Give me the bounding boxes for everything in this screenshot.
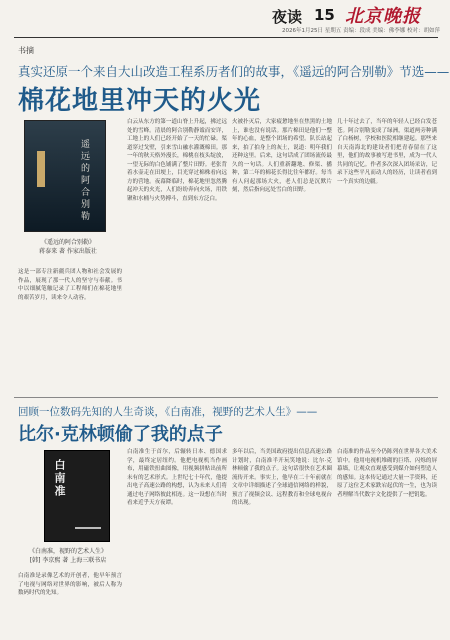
book-cover-image — [24, 120, 106, 232]
article2-column-2: 白南准生于首尔，后辗转日本、德国求学，最终定居纽约。他把电视机当作画布，用磁铁扭曲图像，用视频拼贴出前所未有的艺术形式。上世纪七十年代，他提出电子高速公路的构想，认为未来人们将通过电子网络彼此相连。这一设想在当时看来近乎天方夜谭。 — [127, 449, 227, 507]
article2-intro: 白南准是录像艺术的开创者，他早年预言了电视与网络对世界的影响，被后人称为数码时代的先知。 — [18, 573, 122, 597]
book-cover-title: 遥远的阿合别勒 — [79, 139, 89, 223]
section-name: 夜读 — [272, 8, 303, 26]
newspaper-logo: 北京晚报 — [345, 6, 421, 27]
article1-column-4: 几十年过去了，当年的年轻人已经白发苍苍。阿合别勒变成了绿洲，渠道两旁种满了白杨树，学校和医院相继建起。那些来自天南海北的建设者们把青春留在了这里，他们的故事被写进书里，成为一代人共同的记忆。作者多次深入团场采访，记录下这些平凡而动人的经历，让读者看到一个真实的边疆。 — [337, 119, 437, 185]
column-tag: 书摘 — [18, 46, 34, 55]
article1-intro: 这是一部专注新疆兵团人物和社会发展的作品，展现了那一代人的坚守与奉献。书中以细腻笔触记录了工程师们在棉花地里的艰苦岁月，读来令人动容。 — [18, 269, 122, 301]
book-cover-image-2 — [44, 450, 110, 542]
article2-kicker: 回顾一位数码先知的人生奇谈，《白南准，视野的艺术人生》—— — [18, 406, 318, 418]
cover-accent-2 — [75, 527, 101, 529]
article1-headline: 棉花地里冲天的火光 — [18, 86, 262, 116]
article2-column-4: 白南准的作品至今仍陈列在世界各大美术馆中。他用电视机堆砌的巨塔、闪烁的屏幕墙，让观众直观感受到媒介如何塑造人的感知。这本传记通过大量一手资料，还原了这位艺术家跌宕起伏的一生，也为读者理解当代数字文化提供了一把钥匙。 — [337, 449, 437, 498]
article1-column-3: 火被扑灭后，大家疲惫地坐在焦黑的土地上，谁也没有说话。那片棉田是他们一整年的心血，是整个团场的希望。队长站起来，拍了拍身上的灰土，说道：明年我们还种这里。后来，这句话成了团场流传最久的一句话。人们重新翻地、修渠、播种，第二年的棉花长得比往年都好。每当有人问起那场大火，老人们总是沉默片刻，然后指向远处雪白的田野。 — [232, 119, 332, 194]
cover-accent — [37, 151, 45, 187]
date-line: 2026年1月25日 星期五 责编：段成 美编：佛李娜 校对：胡如萍 — [282, 28, 440, 34]
book-caption-2: 《白南准，视野的艺术人生》 [韩] 李京熙 著 上海三联书店 — [28, 548, 107, 564]
book-caption: 《遥远的阿合别勒》 蒋泰来 著 作家出版社 — [39, 239, 97, 255]
masthead — [0, 0, 450, 38]
book-cover-title-2: 白南准 — [53, 459, 66, 498]
masthead-rule — [14, 37, 438, 38]
article1-kicker: 真实还原一个来自大山改造工程系历者们的故事，《遥远的阿合别勒》节选—— — [18, 64, 450, 79]
article1-column-2: 白云从东方的第一道山脊上升起，拂过远处的雪峰。清晨的阿合别勒静谧而安详，工地上的人们已经开始了一天的忙碌。渠道穿过戈壁，引来雪山融水灌溉棉田。那一年的秋天格外漫长，棉桃在枝头绽放，一望无际的白色铺满了整片田野。老张背着水壶走在田埂上，目光穿过棉株看向远方的营地。夜幕降临时，棉花地里忽然腾起冲天的火光，人们纷纷奔向火场，用铁锹和水桶与火势搏斗，直到东方泛白。 — [127, 119, 227, 202]
page-number: 15 — [314, 6, 335, 24]
article2-column-3: 多年以后，当美国政府提出信息高速公路计划时，白南准半开玩笑地说：比尔·克林顿偷了我的点子。这句话很快在艺术圈流传开来。事实上，他早在二十年前就在文章中详细描述了全球通信网络的样貌，预言了视频会议、远程教育和全球电视台的出现。 — [232, 449, 332, 507]
article2-headline: 比尔·克林顿偷了我的点子 — [18, 424, 223, 445]
section-divider — [14, 397, 438, 398]
